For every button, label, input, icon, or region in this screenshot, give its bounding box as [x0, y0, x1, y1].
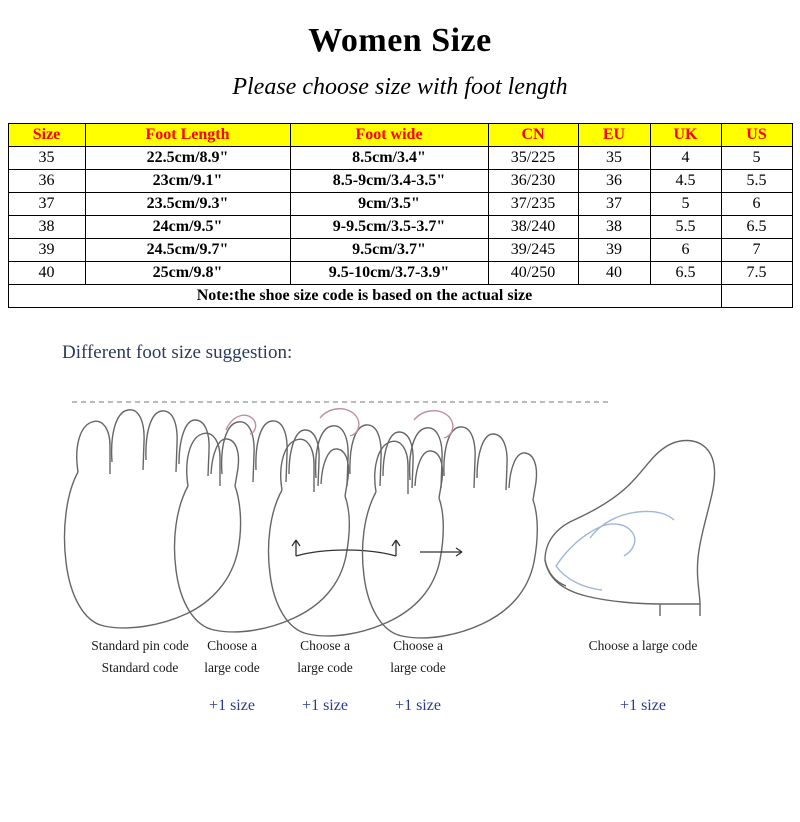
cell-eu: 38: [578, 216, 650, 239]
cell-foot-wide: 8.5-9cm/3.4-3.5": [290, 170, 488, 193]
cell-us: 5.5: [721, 170, 792, 193]
foot-caption-1-line2: Standard code: [101, 660, 179, 675]
column-header-size: Size: [8, 124, 85, 147]
column-header-us: US: [721, 124, 792, 147]
column-header-uk: UK: [650, 124, 721, 147]
cell-foot-wide: 9.5cm/3.7": [290, 239, 488, 262]
foot-profile-outline: [545, 441, 714, 617]
foot-size-note-2: +1 size: [209, 697, 255, 714]
cell-foot-wide: 9cm/3.5": [290, 193, 488, 216]
cell-uk: 5.5: [650, 216, 721, 239]
foot-outline-1: [65, 410, 241, 628]
page-title: Women Size: [308, 22, 492, 59]
cell-cn: 35/225: [488, 147, 578, 170]
cell-size: 35: [8, 147, 85, 170]
cell-size: 39: [8, 239, 85, 262]
table-row: [8, 239, 792, 262]
cell-us: 6.5: [721, 216, 792, 239]
cell-eu: 39: [578, 239, 650, 262]
cell-uk: 4.5: [650, 170, 721, 193]
cell-foot-length: 24.5cm/9.7": [85, 239, 290, 262]
foot-caption-4-line2: large code: [390, 660, 446, 675]
cell-foot-wide: 9-9.5cm/3.5-3.7": [290, 216, 488, 239]
cell-us: 5: [721, 147, 792, 170]
size-table: [8, 123, 793, 308]
cell-uk: 6: [650, 239, 721, 262]
foot-caption-4-line1: Choose a: [393, 638, 443, 653]
cell-foot-wide: 8.5cm/3.4": [290, 147, 488, 170]
foot-size-note-3: +1 size: [302, 697, 348, 714]
cell-cn: 38/240: [488, 216, 578, 239]
table-note: Note:the shoe size code is based on the actual size: [8, 285, 721, 308]
foot-caption-3-line1: Choose a: [300, 638, 350, 653]
cell-eu: 40: [578, 262, 650, 285]
cell-cn: 39/245: [488, 239, 578, 262]
table-row: [8, 262, 792, 285]
table-row: [8, 170, 792, 193]
table-header-row: [8, 124, 792, 147]
foot-size-note-4: +1 size: [395, 697, 441, 714]
cell-us: 7.5: [721, 262, 792, 285]
cell-uk: 4: [650, 147, 721, 170]
cell-cn: 40/250: [488, 262, 578, 285]
foot-size-note-5: +1 size: [620, 697, 666, 714]
table-note-spacer: [721, 285, 792, 308]
column-header-eu: EU: [578, 124, 650, 147]
column-header-foot-length: Foot Length: [85, 124, 290, 147]
foot-caption-1-line1: Standard pin code: [91, 638, 189, 653]
cell-size: 40: [8, 262, 85, 285]
foot-caption-5: Choose a large code: [588, 638, 698, 653]
cell-uk: 6.5: [650, 262, 721, 285]
cell-foot-length: 25cm/9.8": [85, 262, 290, 285]
cell-eu: 36: [578, 170, 650, 193]
cell-size: 37: [8, 193, 85, 216]
foot-outline-3: [269, 409, 444, 636]
table-row: [8, 193, 792, 216]
cell-size: 38: [8, 216, 85, 239]
cell-foot-length: 22.5cm/8.9": [85, 147, 290, 170]
cell-foot-length: 24cm/9.5": [85, 216, 290, 239]
column-header-cn: CN: [488, 124, 578, 147]
cell-eu: 35: [578, 147, 650, 170]
table-note-row: [8, 285, 792, 308]
foot-caption-3-line2: large code: [297, 660, 353, 675]
cell-foot-wide: 9.5-10cm/3.7-3.9": [290, 262, 488, 285]
cell-foot-length: 23.5cm/9.3": [85, 193, 290, 216]
diagram-title: Different foot size suggestion:: [62, 342, 293, 363]
foot-suggestion-diagram: [0, 334, 800, 714]
size-chart-page: [0, 22, 800, 822]
table-row: [8, 216, 792, 239]
cell-cn: 36/230: [488, 170, 578, 193]
cell-size: 36: [8, 170, 85, 193]
feet-illustration: [0, 334, 800, 714]
page-subtitle: Please choose size with foot length: [232, 74, 568, 100]
cell-eu: 37: [578, 193, 650, 216]
foot-caption-2-line1: Choose a: [207, 638, 257, 653]
cell-cn: 37/235: [488, 193, 578, 216]
cell-us: 6: [721, 193, 792, 216]
cell-foot-length: 23cm/9.1": [85, 170, 290, 193]
cell-uk: 5: [650, 193, 721, 216]
foot-caption-2-line2: large code: [204, 660, 260, 675]
table-row: [8, 147, 792, 170]
cell-us: 7: [721, 239, 792, 262]
column-header-foot-wide: Foot wide: [290, 124, 488, 147]
foot-outline-2: [175, 415, 350, 632]
foot-outline-4: [363, 411, 538, 638]
